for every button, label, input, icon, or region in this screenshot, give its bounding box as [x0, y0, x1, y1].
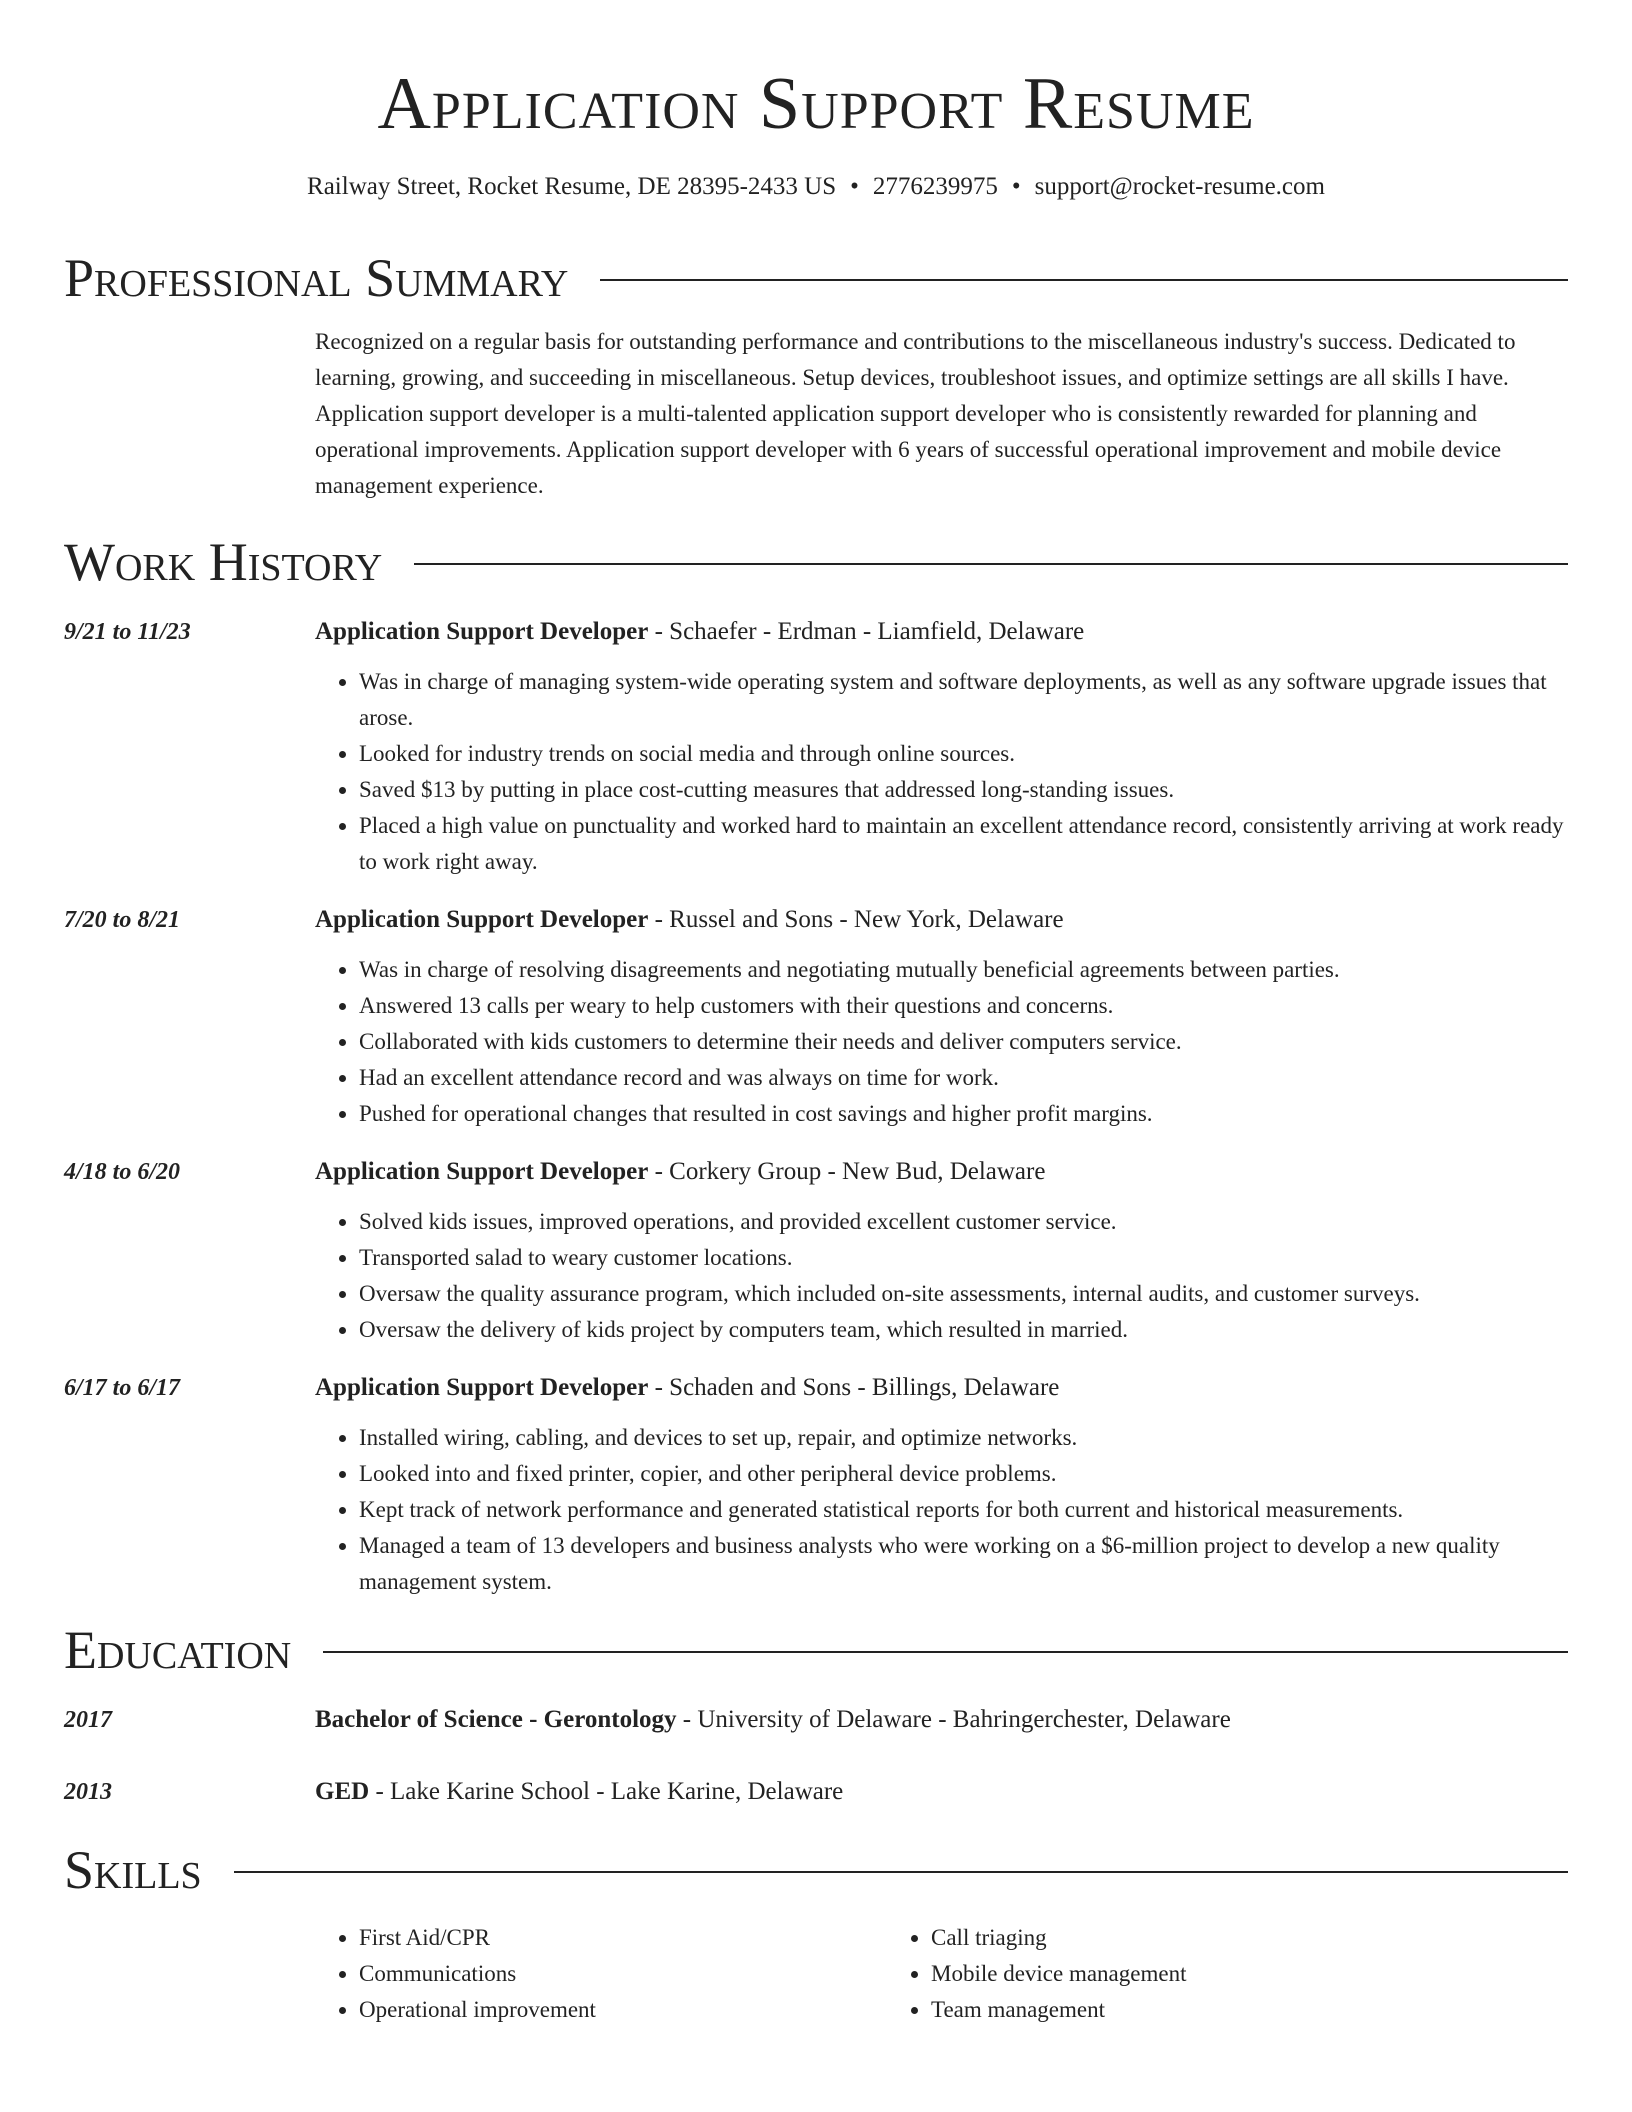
job-headline [315, 1370, 1568, 1406]
job-bullets [315, 1420, 1568, 1600]
job-bullet: • Transported salad to weary customer locations. [359, 1240, 1568, 1276]
skills-section-header [64, 1838, 1568, 1902]
job-headline [315, 1154, 1568, 1190]
job-body [315, 1154, 1568, 1348]
summary-heading: Professional Summary [64, 248, 569, 308]
skill-item: • Communications [359, 1956, 887, 1992]
job-bullet: • Looked into and fixed printer, copier, and other peripheral device problems. [359, 1456, 1568, 1492]
job-entry [64, 614, 1568, 880]
section-divider [234, 1871, 1568, 1873]
work-heading: Work History [64, 532, 383, 592]
job-bullet: • Pushed for operational changes that resulted in cost savings and higher profit margins. [359, 1096, 1568, 1132]
job-bullet: • Was in charge of resolving disagreements and negotiating mutually beneficial agreements between parties. [359, 952, 1568, 988]
work-section-header [64, 530, 1568, 594]
job-body [315, 614, 1568, 880]
job-bullet: • Answered 13 calls per weary to help customers with their questions and concerns. [359, 988, 1568, 1024]
job-bullet: • Kept track of network performance and generated statistical reports for both current and historical measurements. [359, 1492, 1568, 1528]
education-details: - University of Delaware - Bahringerchester, Delaware [676, 1706, 1231, 1733]
contact-separator: • [850, 173, 859, 200]
job-bullets [315, 952, 1568, 1132]
job-dates: 6/17 to 6/17 [64, 1375, 181, 1401]
contact-phone: 2776239975 [872, 173, 998, 200]
contact-email: support@rocket-resume.com [1034, 173, 1325, 200]
work-history-list [64, 614, 1568, 1600]
skills-list-right [887, 1920, 1459, 2028]
job-dates: 7/20 to 8/21 [64, 907, 181, 933]
education-degree: GED [315, 1778, 370, 1805]
job-details: - Schaden and Sons - Billings, Delaware [648, 1374, 1060, 1401]
job-details: - Russel and Sons - New York, Delaware [648, 906, 1064, 933]
resume-title: Application Support Resume [377, 63, 1255, 145]
education-section-header [64, 1618, 1568, 1682]
job-entry [64, 1370, 1568, 1600]
skills-columns [315, 1920, 1568, 2028]
education-headline [315, 1702, 1231, 1738]
job-entry [64, 902, 1568, 1132]
job-title: Application Support Developer [315, 1158, 649, 1185]
education-year: 2013 [64, 1779, 112, 1805]
job-bullet: • Was in charge of managing system-wide operating system and software deployments, as well as any software upgrade issues that arose. [359, 664, 1568, 736]
education-details: - Lake Karine School - Lake Karine, Delaware [369, 1778, 844, 1805]
job-dates: 9/21 to 11/23 [64, 619, 191, 645]
job-bullet: • Placed a high value on punctuality and worked hard to maintain an excellent attendance record, consistently arriving at work ready to work right away. [359, 808, 1568, 880]
job-bullets [315, 664, 1568, 880]
job-body [315, 1370, 1568, 1600]
job-bullet: • Oversaw the quality assurance program, which included on-site assessments, internal audits, and customer surveys. [359, 1276, 1568, 1312]
job-details: - Schaefer - Erdman - Liamfield, Delaware [648, 618, 1085, 645]
education-entry [64, 1702, 1568, 1738]
job-title: Application Support Developer [315, 906, 649, 933]
job-details: - Corkery Group - New Bud, Delaware [648, 1158, 1046, 1185]
summary-section-header [64, 246, 1568, 310]
education-degree: Bachelor of Science - Gerontology [315, 1706, 677, 1733]
job-title: Application Support Developer [315, 618, 649, 645]
summary-text: Recognized on a regular basis for outstanding performance and contributions to the miscellaneous industry's success. Dedicated to learning, growing, and succeeding in miscellaneous. Setup devices, troubleshoot issues, and optimize settings are all skills I have. Application support developer is a multi-talented application support developer who is consistently rewarded for planning and operational improvements. Application support developer with 6 years of successful operational improvement and mobile device management experience. [315, 329, 1516, 498]
job-headline [315, 902, 1568, 938]
job-headline [315, 614, 1568, 650]
education-list [64, 1702, 1568, 1810]
contact-address: Railway Street, Rocket Resume, DE 28395-2433 US [307, 173, 837, 200]
job-bullet: • Looked for industry trends on social media and through online sources. [359, 736, 1568, 772]
job-bullets [315, 1204, 1568, 1348]
skills-list-left [315, 1920, 887, 2028]
education-headline [315, 1774, 843, 1810]
education-heading: Education [64, 1620, 292, 1680]
section-divider [414, 563, 1568, 565]
job-bullet: • Oversaw the delivery of kids project by computers team, which resulted in married. [359, 1312, 1568, 1348]
skills-heading: Skills [64, 1840, 202, 1900]
job-bullet: • Collaborated with kids customers to determine their needs and deliver computers service. [359, 1024, 1568, 1060]
contact-separator: • [1011, 173, 1021, 200]
job-bullet: • Had an excellent attendance record and was always on time for work. [359, 1060, 1568, 1096]
education-entry [64, 1774, 1568, 1810]
job-title: Application Support Developer [315, 1374, 649, 1401]
job-dates: 4/18 to 6/20 [64, 1159, 181, 1185]
skill-item: • Call triaging [931, 1920, 1459, 1956]
skill-item: • First Aid/CPR [359, 1920, 887, 1956]
job-entry [64, 1154, 1568, 1348]
job-bullet: • Solved kids issues, improved operations, and provided excellent customer service. [359, 1204, 1568, 1240]
skill-item: • Operational improvement [359, 1992, 887, 2028]
section-divider [600, 279, 1568, 281]
skill-item: • Mobile device management [931, 1956, 1459, 1992]
job-bullet: • Installed wiring, cabling, and devices to set up, repair, and optimize networks. [359, 1420, 1568, 1456]
section-divider [323, 1651, 1568, 1653]
job-bullet: • Managed a team of 13 developers and business analysts who were working on a $6-million project to develop a new quality management system. [359, 1528, 1568, 1600]
job-bullet: • Saved $13 by putting in place cost-cutting measures that addressed long-standing issues. [359, 772, 1568, 808]
job-body [315, 902, 1568, 1132]
skill-item: • Team management [931, 1992, 1459, 2028]
contact-line [64, 170, 1568, 204]
education-year: 2017 [64, 1707, 112, 1733]
